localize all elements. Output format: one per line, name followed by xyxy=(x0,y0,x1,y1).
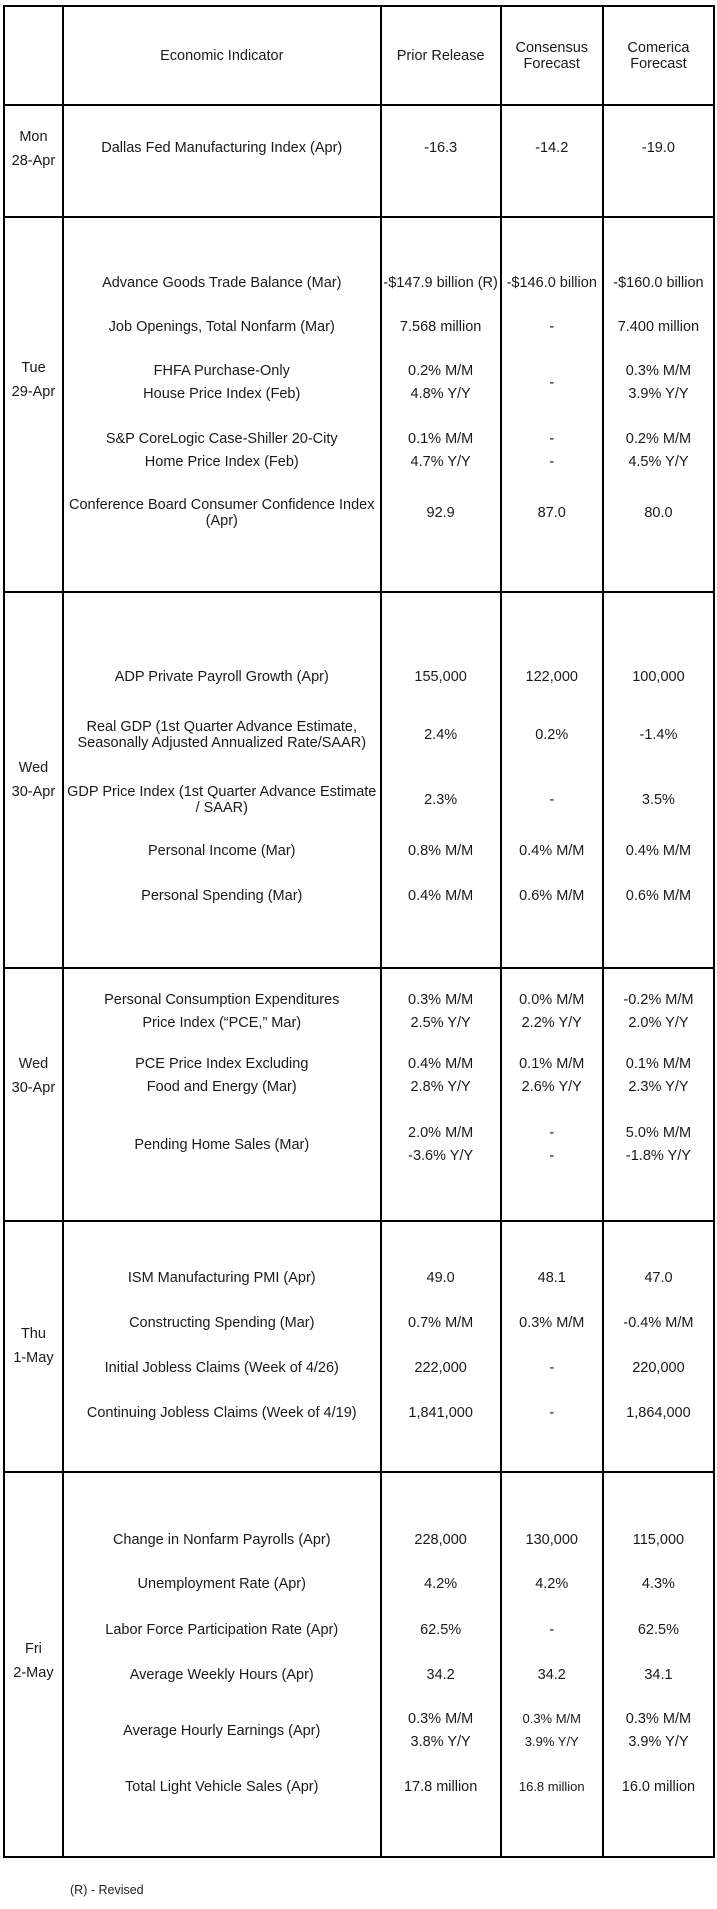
consensus-forecast-value: 0.1% M/M xyxy=(519,1056,585,1073)
prior-release-value: 1,841,000 xyxy=(408,1404,473,1421)
consensus-forecast-cell-inner xyxy=(502,625,602,934)
indicator-name: Labor Force Participation Rate (Apr) xyxy=(105,1621,339,1638)
consensus-forecast-value: -$146.0 billion xyxy=(506,274,597,291)
weekday-label: Mon xyxy=(19,128,48,145)
consensus-forecast-value: - xyxy=(549,374,555,391)
indicator-name: FHFA Purchase-Only xyxy=(153,363,290,380)
prior-release-value: 17.8 million xyxy=(403,1778,478,1795)
comerica-forecast-cell-inner xyxy=(604,991,713,1199)
indicator-name: Food and Energy (Mar) xyxy=(146,1079,297,1096)
prior-release-value: 228,000 xyxy=(414,1531,467,1548)
consensus-forecast-cell xyxy=(501,1472,603,1857)
prior-release-cell-inner xyxy=(382,991,500,1199)
consensus-forecast-value: - xyxy=(549,431,555,448)
prior-release-value: 2.8% Y/Y xyxy=(410,1079,471,1096)
indicator-name: S&P CoreLogic Case-Shiller 20-City xyxy=(105,431,338,448)
prior-release-value: 155,000 xyxy=(414,669,467,686)
consensus-forecast-cell xyxy=(501,217,603,592)
prior-release-cell xyxy=(381,592,501,968)
header-prior xyxy=(381,6,501,105)
consensus-forecast-value: - xyxy=(549,1359,555,1376)
indicator-name: Initial Jobless Claims (Week of 4/26) xyxy=(104,1359,339,1376)
weekday-label: Thu xyxy=(20,1325,46,1342)
prior-release-value: 3.8% Y/Y xyxy=(410,1734,471,1751)
header-indicator xyxy=(63,6,381,105)
day-group-row xyxy=(4,968,714,1222)
prior-release-cell-inner xyxy=(382,1506,500,1823)
indicator-cell-inner xyxy=(64,1244,380,1449)
indicator-name: Personal Spending (Mar) xyxy=(141,888,303,905)
footnote: (R) - Revised xyxy=(70,1883,144,1897)
indicator-cell xyxy=(63,1472,381,1857)
indicator-name: Advance Goods Trade Balance (Mar) xyxy=(102,274,342,291)
indicator-cell xyxy=(63,105,381,217)
date-label: 2-May xyxy=(13,1664,54,1681)
consensus-forecast-value: 0.0% M/M xyxy=(519,992,585,1009)
indicator-name: Total Light Vehicle Sales (Apr) xyxy=(125,1778,319,1795)
comerica-forecast-value: 47.0 xyxy=(644,1269,673,1286)
date-label: 30-Apr xyxy=(11,1079,56,1096)
header-comerica xyxy=(603,6,714,105)
consensus-forecast-value: 2.6% Y/Y xyxy=(521,1079,582,1096)
date-cell-inner xyxy=(5,251,62,559)
indicator-name: Average Hourly Earnings (Apr) xyxy=(123,1722,321,1739)
comerica-forecast-cell-inner xyxy=(604,251,713,559)
date-cell-inner xyxy=(5,1506,62,1823)
header-indicator-label: Economic Indicator xyxy=(160,47,284,64)
consensus-forecast-value: -14.2 xyxy=(535,139,569,156)
header-prior-label: Prior Release xyxy=(396,47,485,64)
prior-release-value: 0.7% M/M xyxy=(408,1314,474,1331)
comerica-forecast-cell xyxy=(603,1472,714,1857)
indicator-name: Dallas Fed Manufacturing Index (Apr) xyxy=(101,139,343,156)
date-cell xyxy=(4,968,63,1222)
comerica-forecast-value: 4.3% xyxy=(641,1575,675,1592)
weekday-label: Wed xyxy=(18,760,49,777)
day-group-row xyxy=(4,1472,714,1857)
date-cell-inner xyxy=(5,116,62,207)
consensus-forecast-value: 0.2% xyxy=(535,727,569,744)
comerica-forecast-value: 4.5% Y/Y xyxy=(628,454,689,471)
consensus-forecast-value: 122,000 xyxy=(525,669,578,686)
comerica-forecast-value: -1.4% xyxy=(639,727,678,744)
consensus-forecast-value: - xyxy=(549,792,555,809)
prior-release-cell-inner xyxy=(382,116,500,207)
date-cell xyxy=(4,217,63,592)
comerica-forecast-value: 3.5% xyxy=(641,792,675,809)
indicator-name: Constructing Spending (Mar) xyxy=(129,1314,315,1331)
consensus-forecast-value: 87.0 xyxy=(537,504,566,521)
header-comerica-label: Comerica Forecast xyxy=(627,39,690,72)
comerica-forecast-value: 0.4% M/M xyxy=(625,843,692,860)
prior-release-cell xyxy=(381,1472,501,1857)
indicator-name: Change in Nonfarm Payrolls (Apr) xyxy=(112,1531,331,1548)
indicator-name: PCE Price Index Excluding xyxy=(135,1056,309,1073)
prior-release-value: 92.9 xyxy=(426,504,455,521)
comerica-forecast-cell-inner xyxy=(604,625,713,934)
comerica-forecast-value: 0.2% M/M xyxy=(625,431,692,448)
prior-release-cell xyxy=(381,968,501,1222)
comerica-forecast-value: 0.6% M/M xyxy=(625,888,692,905)
day-group-row xyxy=(4,1221,714,1471)
prior-release-cell-inner xyxy=(382,625,500,934)
date-cell xyxy=(4,1472,63,1857)
consensus-forecast-value: 34.2 xyxy=(537,1666,566,1683)
comerica-forecast-value: 7.400 million xyxy=(617,318,700,335)
consensus-forecast-value: - xyxy=(549,1125,555,1142)
indicator-name: Conference Board Consumer Confidence Index (Apr) xyxy=(69,496,375,529)
consensus-forecast-value: 0.3% M/M xyxy=(519,1314,585,1331)
prior-release-cell xyxy=(381,217,501,592)
comerica-forecast-value: 115,000 xyxy=(632,1531,685,1548)
header-consensus xyxy=(501,6,603,105)
comerica-forecast-value: 16.0 million xyxy=(621,1778,696,1795)
prior-release-value: 2.0% M/M xyxy=(408,1125,474,1142)
comerica-forecast-value: 5.0% M/M xyxy=(625,1125,692,1142)
date-cell-inner xyxy=(5,991,62,1199)
consensus-forecast-value: - xyxy=(549,1621,555,1638)
prior-release-value: 49.0 xyxy=(426,1269,455,1286)
day-group-row xyxy=(4,105,714,217)
comerica-forecast-cell-inner xyxy=(604,1506,713,1823)
indicator-name: Pending Home Sales (Mar) xyxy=(134,1136,310,1153)
indicator-name: Unemployment Rate (Apr) xyxy=(137,1575,306,1592)
weekday-label: Tue xyxy=(21,359,46,376)
consensus-forecast-value: 0.3% M/M xyxy=(522,1711,581,1727)
indicator-name: Real GDP (1st Quarter Advance Estimate, Seasonally Adjusted Annualized Rate/SAAR) xyxy=(77,719,367,752)
indicator-cell-inner xyxy=(64,116,380,207)
date-label: 29-Apr xyxy=(11,383,56,400)
comerica-forecast-cell xyxy=(603,105,714,217)
comerica-forecast-value: 2.3% Y/Y xyxy=(628,1079,689,1096)
prior-release-cell xyxy=(381,105,501,217)
comerica-forecast-value: 100,000 xyxy=(632,669,685,686)
comerica-forecast-cell xyxy=(603,217,714,592)
comerica-forecast-value: 62.5% xyxy=(637,1621,679,1638)
consensus-forecast-cell-inner xyxy=(502,251,602,559)
indicator-name: Job Openings, Total Nonfarm (Mar) xyxy=(108,318,335,335)
comerica-forecast-cell-inner xyxy=(604,1244,713,1449)
header-row xyxy=(4,6,714,105)
comerica-forecast-cell-inner xyxy=(604,116,713,207)
header-date-cell xyxy=(4,6,63,105)
comerica-forecast-value: 0.3% M/M xyxy=(625,1711,692,1728)
comerica-forecast-value: -0.4% M/M xyxy=(623,1314,694,1331)
consensus-forecast-value: - xyxy=(549,318,555,335)
prior-release-cell-inner xyxy=(382,1244,500,1449)
prior-release-value: -$147.9 billion (R) xyxy=(383,274,498,291)
indicator-name: GDP Price Index (1st Quarter Advance Estimate / SAAR) xyxy=(67,784,377,817)
consensus-forecast-cell-inner xyxy=(502,116,602,207)
economic-calendar-table xyxy=(3,5,715,1858)
consensus-forecast-value: 3.9% Y/Y xyxy=(524,1734,579,1750)
comerica-forecast-value: 0.3% M/M xyxy=(625,363,692,380)
prior-release-value: 4.8% Y/Y xyxy=(410,386,471,403)
consensus-forecast-value: 16.8 million xyxy=(518,1778,585,1794)
date-label: 1-May xyxy=(13,1349,54,1366)
consensus-forecast-cell xyxy=(501,105,603,217)
indicator-name: ISM Manufacturing PMI (Apr) xyxy=(127,1269,316,1286)
prior-release-value: 2.3% xyxy=(424,792,458,809)
prior-release-cell-inner xyxy=(382,251,500,559)
comerica-forecast-value: -1.8% Y/Y xyxy=(625,1148,691,1165)
prior-release-value: 0.4% M/M xyxy=(408,888,474,905)
indicator-cell-inner xyxy=(64,991,380,1199)
date-cell xyxy=(4,592,63,968)
consensus-forecast-cell-inner xyxy=(502,1244,602,1449)
comerica-forecast-value: 80.0 xyxy=(644,504,673,521)
comerica-forecast-value: 0.1% M/M xyxy=(625,1056,692,1073)
prior-release-value: 7.568 million xyxy=(399,318,482,335)
indicator-cell-inner xyxy=(64,625,380,934)
consensus-forecast-value: - xyxy=(549,454,555,471)
indicator-name: Home Price Index (Feb) xyxy=(144,454,299,471)
consensus-forecast-cell xyxy=(501,1221,603,1471)
prior-release-value: 0.8% M/M xyxy=(408,843,474,860)
weekday-label: Fri xyxy=(24,1640,42,1657)
consensus-forecast-value: 130,000 xyxy=(525,1531,578,1548)
indicator-name: Personal Consumption Expenditures xyxy=(104,992,340,1009)
indicator-name: Continuing Jobless Claims (Week of 4/19) xyxy=(86,1404,357,1421)
date-label: 28-Apr xyxy=(11,152,56,169)
indicator-name: ADP Private Payroll Growth (Apr) xyxy=(114,669,329,686)
indicator-cell-inner xyxy=(64,251,380,559)
indicator-cell xyxy=(63,968,381,1222)
consensus-forecast-value: 4.2% xyxy=(535,1575,569,1592)
consensus-forecast-cell-inner xyxy=(502,991,602,1199)
prior-release-value: 0.3% M/M xyxy=(408,992,474,1009)
indicator-cell xyxy=(63,217,381,592)
indicator-name: Price Index (“PCE,” Mar) xyxy=(142,1015,302,1032)
prior-release-value: 2.5% Y/Y xyxy=(410,1015,471,1032)
prior-release-value: 222,000 xyxy=(414,1359,467,1376)
consensus-forecast-cell xyxy=(501,968,603,1222)
prior-release-value: 34.2 xyxy=(426,1666,455,1683)
comerica-forecast-value: -19.0 xyxy=(641,139,675,156)
prior-release-value: 62.5% xyxy=(420,1621,462,1638)
indicator-name: Average Weekly Hours (Apr) xyxy=(129,1666,314,1683)
indicator-name: Personal Income (Mar) xyxy=(148,843,296,860)
comerica-forecast-cell xyxy=(603,592,714,968)
comerica-forecast-cell xyxy=(603,968,714,1222)
prior-release-value: 2.4% xyxy=(424,727,458,744)
consensus-forecast-value: 48.1 xyxy=(537,1269,566,1286)
prior-release-value: 4.2% xyxy=(424,1575,458,1592)
comerica-forecast-value: 3.9% Y/Y xyxy=(628,1734,689,1751)
comerica-forecast-value: 2.0% Y/Y xyxy=(628,1015,689,1032)
prior-release-value: 0.2% M/M xyxy=(408,363,474,380)
comerica-forecast-value: 34.1 xyxy=(644,1666,673,1683)
comerica-forecast-value: -$160.0 billion xyxy=(613,274,704,291)
comerica-forecast-value: 3.9% Y/Y xyxy=(628,386,689,403)
weekday-label: Wed xyxy=(18,1055,49,1072)
prior-release-value: 0.3% M/M xyxy=(408,1711,474,1728)
comerica-forecast-cell xyxy=(603,1221,714,1471)
comerica-forecast-value: 1,864,000 xyxy=(626,1404,691,1421)
prior-release-value: 0.4% M/M xyxy=(408,1056,474,1073)
prior-release-value: -16.3 xyxy=(424,139,458,156)
day-group-row xyxy=(4,592,714,968)
header-consensus-label: Consensus Forecast xyxy=(515,39,589,72)
indicator-name: House Price Index (Feb) xyxy=(143,386,301,403)
prior-release-cell xyxy=(381,1221,501,1471)
date-cell xyxy=(4,105,63,217)
date-cell xyxy=(4,1221,63,1471)
comerica-forecast-value: -0.2% M/M xyxy=(623,992,694,1009)
date-label: 30-Apr xyxy=(11,784,56,801)
consensus-forecast-cell xyxy=(501,592,603,968)
indicator-cell xyxy=(63,592,381,968)
day-group-row xyxy=(4,217,714,592)
consensus-forecast-value: - xyxy=(549,1148,555,1165)
consensus-forecast-value: - xyxy=(549,1404,555,1421)
consensus-forecast-value: 0.6% M/M xyxy=(519,888,585,905)
consensus-forecast-value: 0.4% M/M xyxy=(519,843,585,860)
indicator-cell xyxy=(63,1221,381,1471)
consensus-forecast-cell-inner xyxy=(502,1506,602,1823)
date-cell-inner xyxy=(5,625,62,934)
consensus-forecast-value: 2.2% Y/Y xyxy=(521,1015,582,1032)
indicator-cell-inner xyxy=(64,1506,380,1823)
prior-release-value: 0.1% M/M xyxy=(408,431,474,448)
prior-release-value: 4.7% Y/Y xyxy=(410,454,471,471)
comerica-forecast-value: 220,000 xyxy=(632,1359,685,1376)
prior-release-value: -3.6% Y/Y xyxy=(408,1148,474,1165)
date-cell-inner xyxy=(5,1244,62,1449)
